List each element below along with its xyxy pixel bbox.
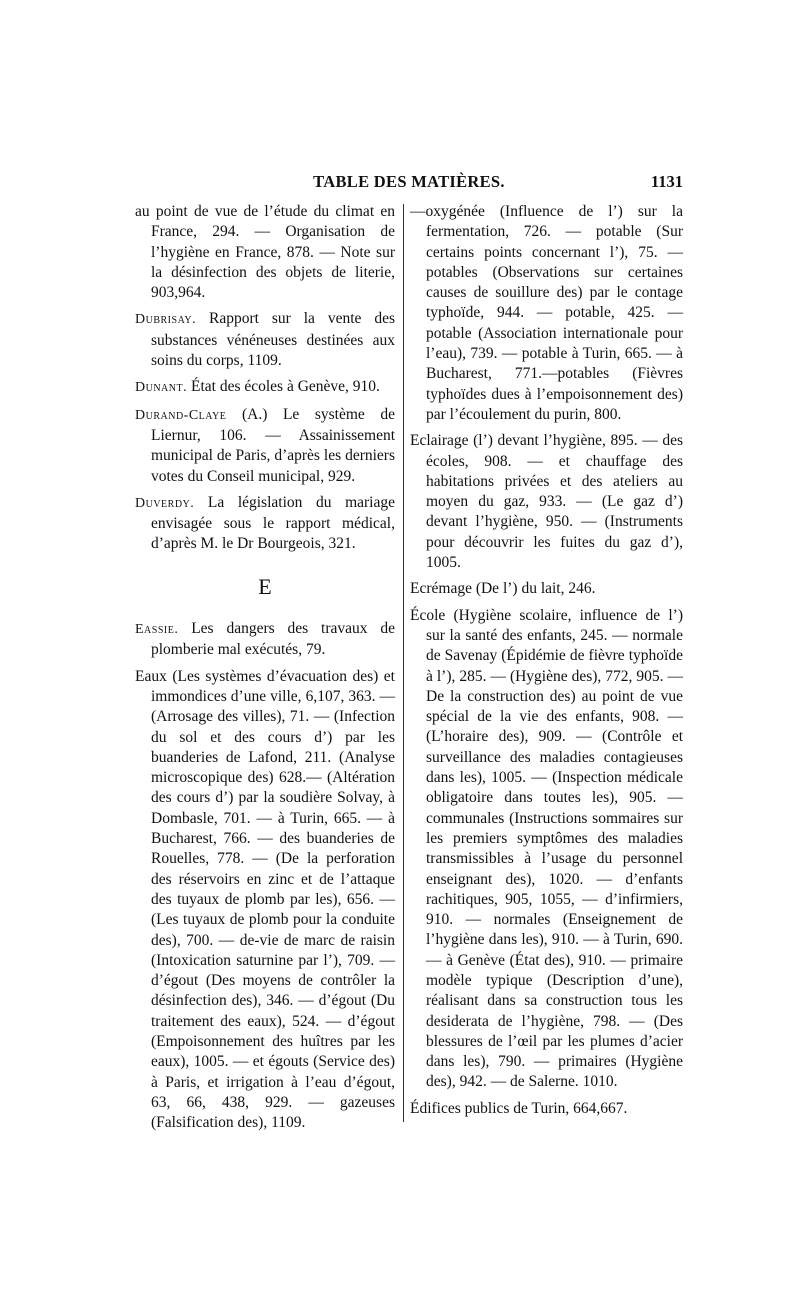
entry-text: État des écoles à Genève, 910. — [187, 378, 380, 396]
entry-text: La législation du mariage envisagée sous le rapport médical, d’après M. le Dr Bourgeois, 321. — [151, 493, 395, 553]
index-entry — [410, 202, 683, 425]
author-name: Dubrisay. — [135, 312, 197, 328]
entry-text: Rapport sur la vente des substances vénéneuses destinées aux soins du corps, 1109. — [151, 310, 395, 370]
index-entry — [135, 619, 395, 661]
right-column — [410, 202, 683, 1121]
entry-text: Édifices publics de Turin, 664,667. — [410, 1099, 628, 1117]
entry-text: au point de vue de l’étude du climat en France, 294. — Organisation de l’hygiène en France, 878. — Note sur la désinfection des objets de literie, 903,964. — [135, 203, 395, 302]
section-letter: E — [258, 573, 272, 599]
page-title: TABLE DES MATIÈRES. — [313, 172, 505, 191]
index-entry — [135, 667, 395, 1134]
entry-text: Eaux (Les systèmes d’évacuation des) et immondices d’une ville, 6,107, 363. — (Arrosage des villes), 71. — (Infection du sol et des cours d’) par les buanderies de Lafond, 211. (Analyse microscopique des) 628.— (Altération des cours d’) par la soudière Solvay, à Dombasle, 701. — à Turin, 665. — à Bucharest, 766. — des buanderies de Rouelles, 778. — (De la perforation des réservoirs en zinc et de l’attaque des tuyaux de plomb par les), 656. — (Les tuyaux de plomb pour la conduite des), 700. — de-vie de marc de raisin (Intoxication saturnine par l’), 709. — d’égout (Des moyens de contrôler la désinfection des), 346. — d’égout (Du traitement des eaux), 524. — d’égout (Empoisonnement des huîtres par les eaux), 1005. — et égouts (Service des) à Paris, et irrigation à l’eau d’égout, 63, 66, 438, 929. — gazeuses (Falsification des), 1109. — [135, 667, 395, 1132]
entry-text: (A.) Le système de Liernur, 106. — Assainissement municipal de Paris, d’après les derniers votes du Conseil municipal, 929. — [151, 405, 395, 485]
index-entry — [410, 431, 683, 573]
index-entry — [135, 405, 395, 487]
author-name: Dunant. — [135, 380, 188, 396]
author-name: Eassie. — [135, 622, 179, 638]
index-entry — [135, 493, 395, 555]
index-entry — [410, 1099, 683, 1119]
index-entry — [135, 377, 395, 398]
index-entry — [135, 309, 395, 371]
entry-text: Les dangers des travaux de plomberie mal exécutés, 79. — [151, 620, 395, 659]
index-entry — [135, 202, 395, 303]
entry-text: École (Hygiène scolaire, influence de l’) sur la santé des enfants, 245. — normale de Savenay (Épidémie de fièvre typhoïde à l’), 285. — (Hygiène des), 772, 905. — De la construction des) au point de vue spécial de la vie des enfants, 908. — (L’horaire des), 909. — (Contrôle et surveillance des maladies contagieuses dans les), 1005. — (Inspection médicale obligatoire dans toutes les), 905. — communales (Instructions sommaires sur les premiers symptômes des maladies transmissibles à l’usage du personnel enseignant des), 1020. — d’enfants rachitiques, 905, 1055, — d’infirmiers, 910. — normales (Enseignement de l’hygiène dans les), 910. — à Turin, 690. — à Genève (État des), 910. — primaire modèle typique (Description d’une), réalisant dans sa construction tous les desiderata de l’hygiène, 798. — (Des blessures de l’œil par les plumes d’acier dans les), 790. — primaires (Hygiène des), 942. — de Salerne. 1010. — [410, 606, 683, 1091]
entry-text: —oxygénée (Influence de l’) sur la fermentation, 726. — potable (Sur certains points concernant l’), 75. — potables (Observations sur certaines causes de souillure des) par le contage typhoïde, 944. — potable, 425. — potable (Association internationale pour l’eau), 739. — potable à Turin, 665. — à Bucharest, 771.—potables (Fièvres typhoïdes dues à l’empoisonnement des) par l’écoulement du purin, 800. — [410, 203, 683, 423]
entry-text: Eclairage (l’) devant l’hygiène, 895. — des écoles, 908. — et chauffage des habitations privées et des ateliers au moyen du gaz, 933. — (Le gaz d’) devant l’hygiène, 950. — (Instruments pour découvrir les fuites du gaz d’), 1005. — [410, 432, 683, 572]
left-column — [135, 202, 395, 1135]
running-header — [135, 172, 683, 194]
page-number: 1131 — [650, 172, 683, 191]
author-name: Durand-Claye — [135, 407, 227, 423]
author-name: Duverdy. — [135, 495, 195, 511]
column-divider — [403, 204, 404, 1122]
index-entry — [410, 579, 683, 599]
entry-text: Ecrémage (De l’) du lait, 246. — [410, 580, 596, 598]
index-entry — [410, 606, 683, 1093]
